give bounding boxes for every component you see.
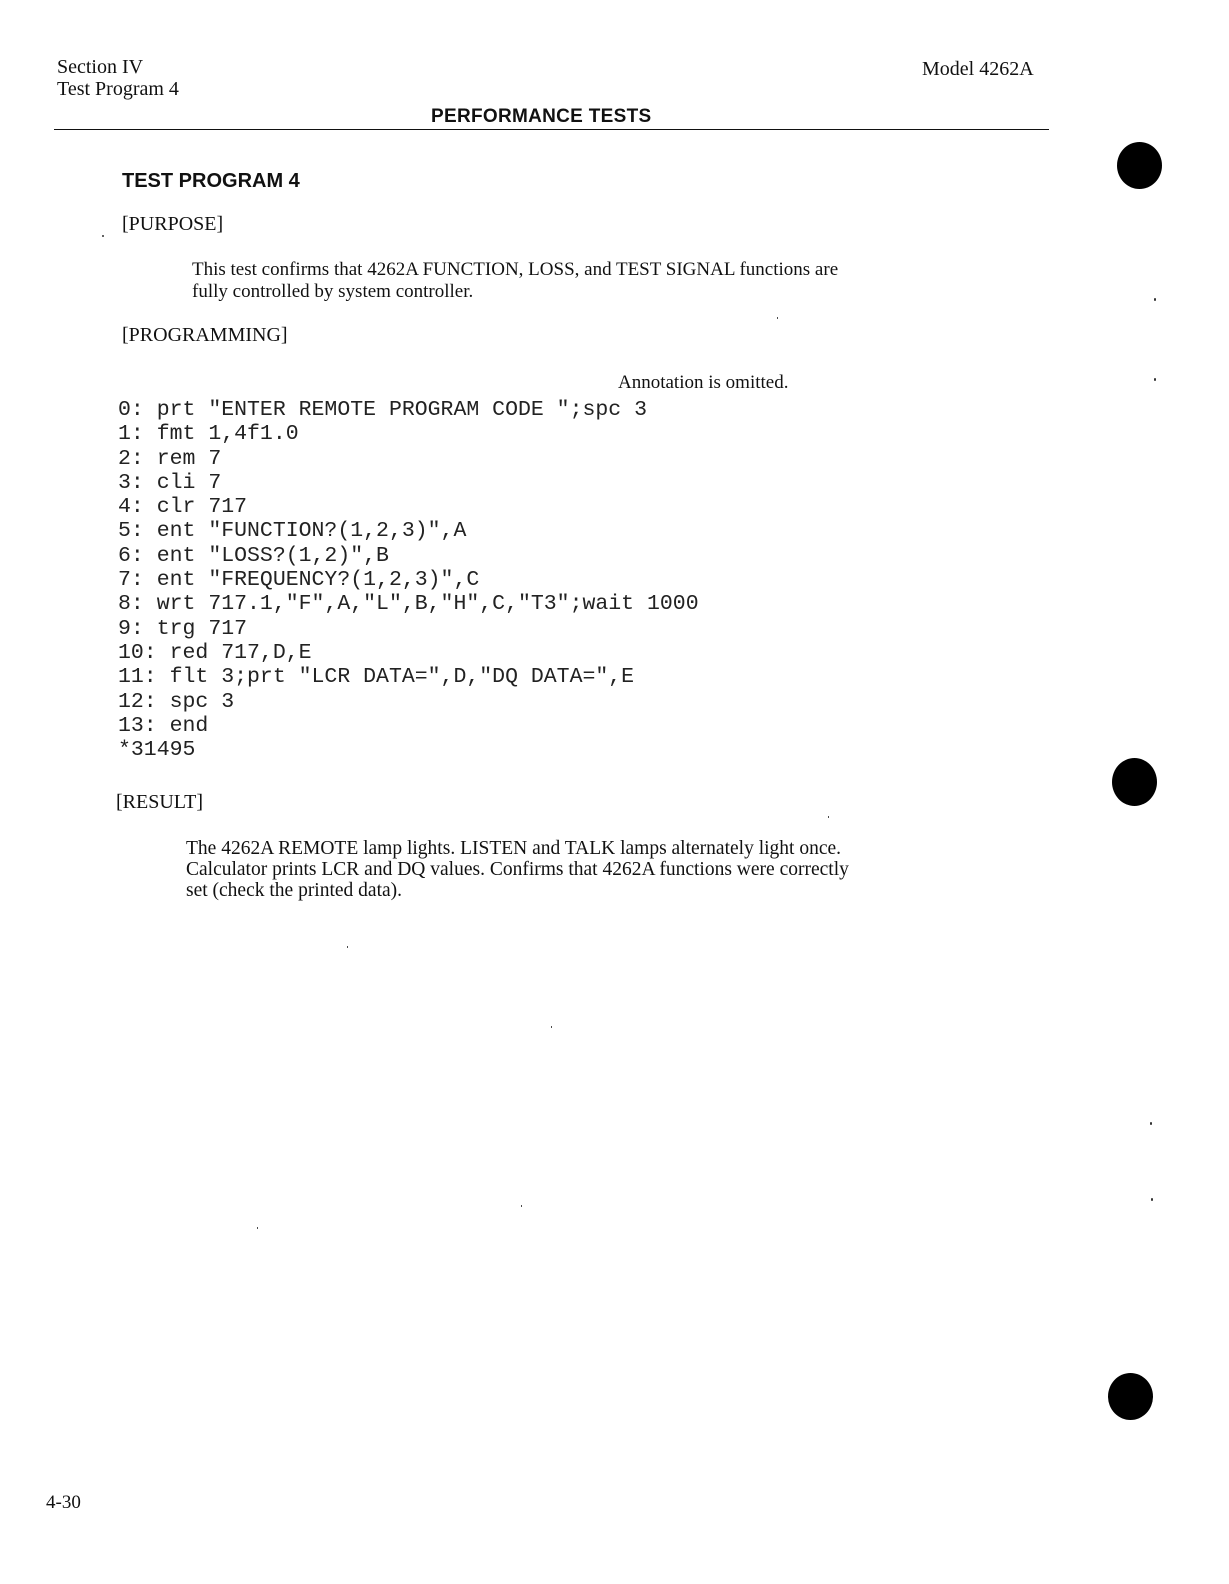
scan-speck <box>1150 1122 1152 1125</box>
code-line: 1: fmt 1,4f1.0 <box>118 422 299 447</box>
result-line: set (check the printed data). <box>186 880 403 901</box>
code-line: 2: rem 7 <box>118 446 222 471</box>
header-section: Section IV <box>57 56 144 78</box>
code-line: 13: end <box>118 713 209 738</box>
program-heading: TEST PROGRAM 4 <box>122 170 300 192</box>
punch-hole-middle <box>1112 758 1157 806</box>
scan-speck <box>347 946 348 948</box>
code-line: 5: ent "FUNCTION?(1,2,3)",A <box>118 519 467 544</box>
result-heading: [RESULT] <box>116 791 204 813</box>
scan-speck <box>102 235 104 237</box>
result-paragraph <box>186 838 1006 901</box>
page-number: 4-30 <box>46 1492 81 1513</box>
annotation-note: Annotation is omitted. <box>618 372 789 393</box>
code-line: 8: wrt 717.1,"F",A,"L",B,"H",C,"T3";wait 1000 <box>118 592 699 617</box>
punch-hole-top <box>1117 142 1162 189</box>
header-rule <box>54 129 1049 130</box>
result-line: Calculator prints LCR and DQ values. Confirms that 4262A functions were correctly <box>186 859 849 880</box>
header-section-block <box>57 56 179 100</box>
scan-speck <box>777 317 778 319</box>
code-line: 4: clr 717 <box>118 495 248 520</box>
scan-speck <box>828 816 829 818</box>
purpose-paragraph <box>192 259 992 303</box>
code-line: 6: ent "LOSS?(1,2)",B <box>118 543 389 568</box>
code-line: 9: trg 717 <box>118 616 248 641</box>
header-title: PERFORMANCE TESTS <box>431 106 652 127</box>
scan-speck <box>257 1227 258 1229</box>
purpose-line: fully controlled by system controller. <box>192 281 474 302</box>
header-model: Model 4262A <box>922 58 1034 80</box>
code-line: *31495 <box>118 738 196 763</box>
scan-speck <box>1154 298 1156 301</box>
code-line: 12: spc 3 <box>118 689 235 714</box>
programming-heading: [PROGRAMMING] <box>122 324 288 346</box>
purpose-heading: [PURPOSE] <box>122 213 224 235</box>
scan-speck <box>521 1205 522 1207</box>
header-subsection: Test Program 4 <box>57 78 179 100</box>
purpose-line: This test confirms that 4262A FUNCTION, LOSS, and TEST SIGNAL functions are <box>192 259 839 280</box>
code-line: 3: cli 7 <box>118 470 222 495</box>
code-line: 0: prt "ENTER REMOTE PROGRAM CODE ";spc 3 <box>118 398 647 422</box>
code-line: 11: flt 3;prt "LCR DATA=",D,"DQ DATA=",E <box>118 665 635 690</box>
result-line: The 4262A REMOTE lamp lights. LISTEN and TALK lamps alternately light once. <box>186 838 842 859</box>
code-line: 10: red 717,D,E <box>118 640 312 665</box>
code-listing <box>118 398 699 762</box>
punch-hole-bottom <box>1108 1373 1153 1420</box>
scan-speck <box>1151 1198 1153 1201</box>
scan-speck <box>551 1026 552 1028</box>
code-line: 7: ent "FREQUENCY?(1,2,3)",C <box>118 568 480 593</box>
scan-speck <box>1154 378 1156 381</box>
